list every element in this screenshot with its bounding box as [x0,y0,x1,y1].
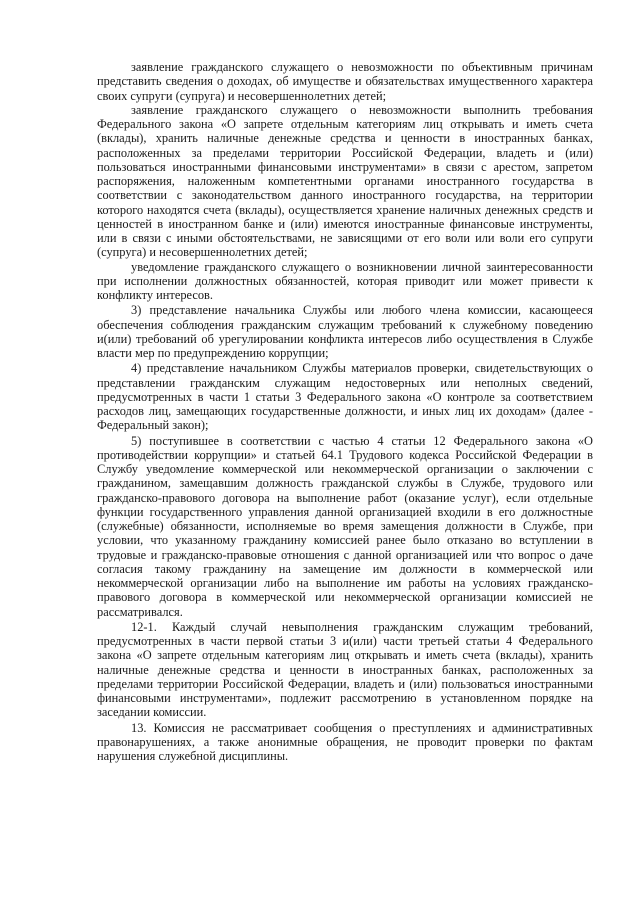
paragraph-section-13: 13. Комиссия не рассматривает сообщения о преступлениях и административных правонарушениях, а также анонимные обращения, не проводит проверки по фактам нарушения служебной дисциплины. [97,720,593,763]
paragraph-item-5: 5) поступившее в соответствии с частью 4 статьи 12 Федерального закона «О противодействии коррупции» и статьей 64.1 Трудового кодекса Российской Федерации в Службу уведомление коммерческой или некоммерческой организации о заключении с гражданином, замещавшим должность гражданской службы в Службе, трудового или гражданско-правового договора на выполнение работ (оказание услуг), если отдельные функции государственного управления данной организацией входили в его должностные (служебные) обязанности, исполняемые во время замещения должности в Службе, при условии, что указанному гражданину комиссией ранее было отказано во вступлении в трудовые и гражданско-правовые отношения с данной организацией или что вопрос о даче согласия такому гражданину на замещение им должности в коммерческой или некоммерческой организации либо на выполнение им работы на условиях гражданско-правового договора в коммерческой или некоммерческой организации комиссией не рассматривался. [97,433,593,619]
paragraph-section-12-1: 12-1. Каждый случай невыполнения гражданским служащим требований, предусмотренных в части первой статьи 3 и(или) части третьей статьи 4 Федерального закона «О запрете отдельным категориям лиц открывать и иметь счета (вклады), хранить наличные денежные средства и ценности в иностранных банках, расположенных за пределами территории Российской Федерации, владеть и (или) пользоваться иностранными финансовыми инструментами», подлежит рассмотрению в установленном порядке на заседании комиссии. [97,619,593,720]
paragraph-item-4: 4) представление начальником Службы материалов проверки, свидетельствующих о представлении гражданским служащим недостоверных или неполных сведений, предусмотренных в части 1 статьи 3 Федерального закона «О контроле за соответствием расходов лиц, замещающих государственные должности, и иных лиц их доходам» (далее - Федеральный закон); [97,361,593,433]
paragraph-statement-foreign-accounts: заявление гражданского служащего о невозможности выполнить требования Федерального закона «О запрете отдельным категориям лиц открывать и иметь счета (вклады), хранить наличные денежные средства и ценности в иностранных банках, расположенных за пределами территории Российской Федерации, владеть и (или) пользоваться иностранными финансовыми инструментами» в связи с арестом, запретом распоряжения, наложенным компетентными органами иностранного государства в соответствии с законодательством данного иностранного государства, на территории которого находятся счета (вклады), осуществляется хранение наличных денежных средств и ценностей в иностранном банке и (или) имеются иностранные финансовые инструменты, или в связи с иными обстоятельствами, не зависящими от его воли или воли его супруги (супруга) и несовершеннолетних детей; [97,102,593,260]
paragraph-notice-conflict: уведомление гражданского служащего о возникновении личной заинтересованности при исполнении должностных обязанностей, которая приводит или может привести к конфликту интересов. [97,259,593,302]
paragraph-item-3: 3) представление начальника Службы или любого члена комиссии, касающееся обеспечения соблюдения гражданским служащим требований к служебному поведению и(или) требований об урегулировании конфликта интересов либо осуществления в Службе власти мер по предупреждению коррупции; [97,303,593,360]
paragraph-statement-income: заявление гражданского служащего о невозможности по объективным причинам представить сведения о доходах, об имуществе и обязательствах имущественного характера своих супруги (супруга) и несовершеннолетних детей; [97,60,593,103]
document-body [97,60,593,763]
